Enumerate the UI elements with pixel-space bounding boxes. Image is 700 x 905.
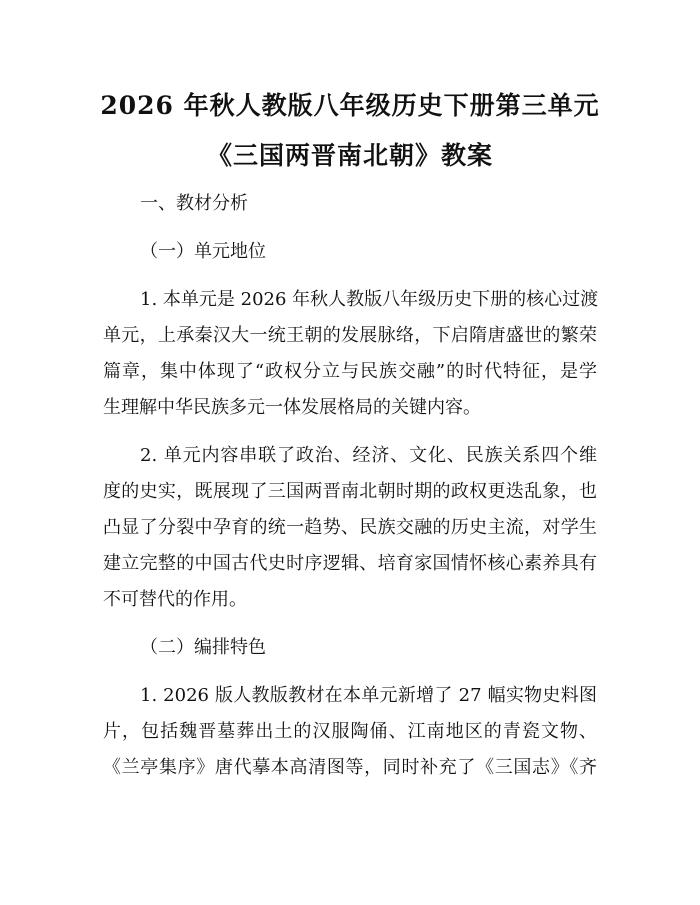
document-title-line-1: 2026 年秋人教版八年级历史下册第三单元 [100,91,600,120]
paragraph-3-line: 片，包括魏晋墓葬出土的汉服陶俑、江南地区的青瓷文物、 [103,721,597,742]
paragraph-2-line: 凸显了分裂中孕育的统一趋势、民族交融的历史主流，对学生 [103,517,597,538]
paragraph-1-line: 篇章，集中体现了“政权分立与民族交融”的时代特征，是学 [103,361,597,382]
paragraph-2-line: 不可替代的作用。 [103,589,247,610]
paragraph-3-line: 《兰亭集序》唐代摹本高清图等，同时补充了《三国志》《齐 [103,757,597,778]
paragraph-2-line: 度的史实，既展现了三国两晋南北朝时期的政权更迭乱象，也 [103,481,597,502]
section-heading-textbook-analysis: 一、教材分析 [140,193,248,214]
subsection-heading-unit-position: （一）单元地位 [140,241,266,262]
subsection-heading-layout-features: （二）编排特色 [140,637,266,658]
paragraph-2-line: 建立完整的中国古代史时序逻辑、培育家国情怀核心素养具有 [103,553,597,574]
document-title-line-2: 《三国两晋南北朝》教案 [206,141,493,170]
paragraph-1-line: 单元，上承秦汉大一统王朝的发展脉络，下启隋唐盛世的繁荣 [103,325,597,346]
paragraph-2-line: 2. 单元内容串联了政治、经济、文化、民族关系四个维 [140,445,597,466]
paragraph-1-line: 生理解中华民族多元一体发展格局的关键内容。 [103,397,481,418]
paragraph-3-line: 1. 2026 版人教版教材在本单元新增了 27 幅实物史料图 [140,685,597,706]
paragraph-1-line: 1. 本单元是 2026 年秋人教版八年级历史下册的核心过渡 [140,289,599,310]
